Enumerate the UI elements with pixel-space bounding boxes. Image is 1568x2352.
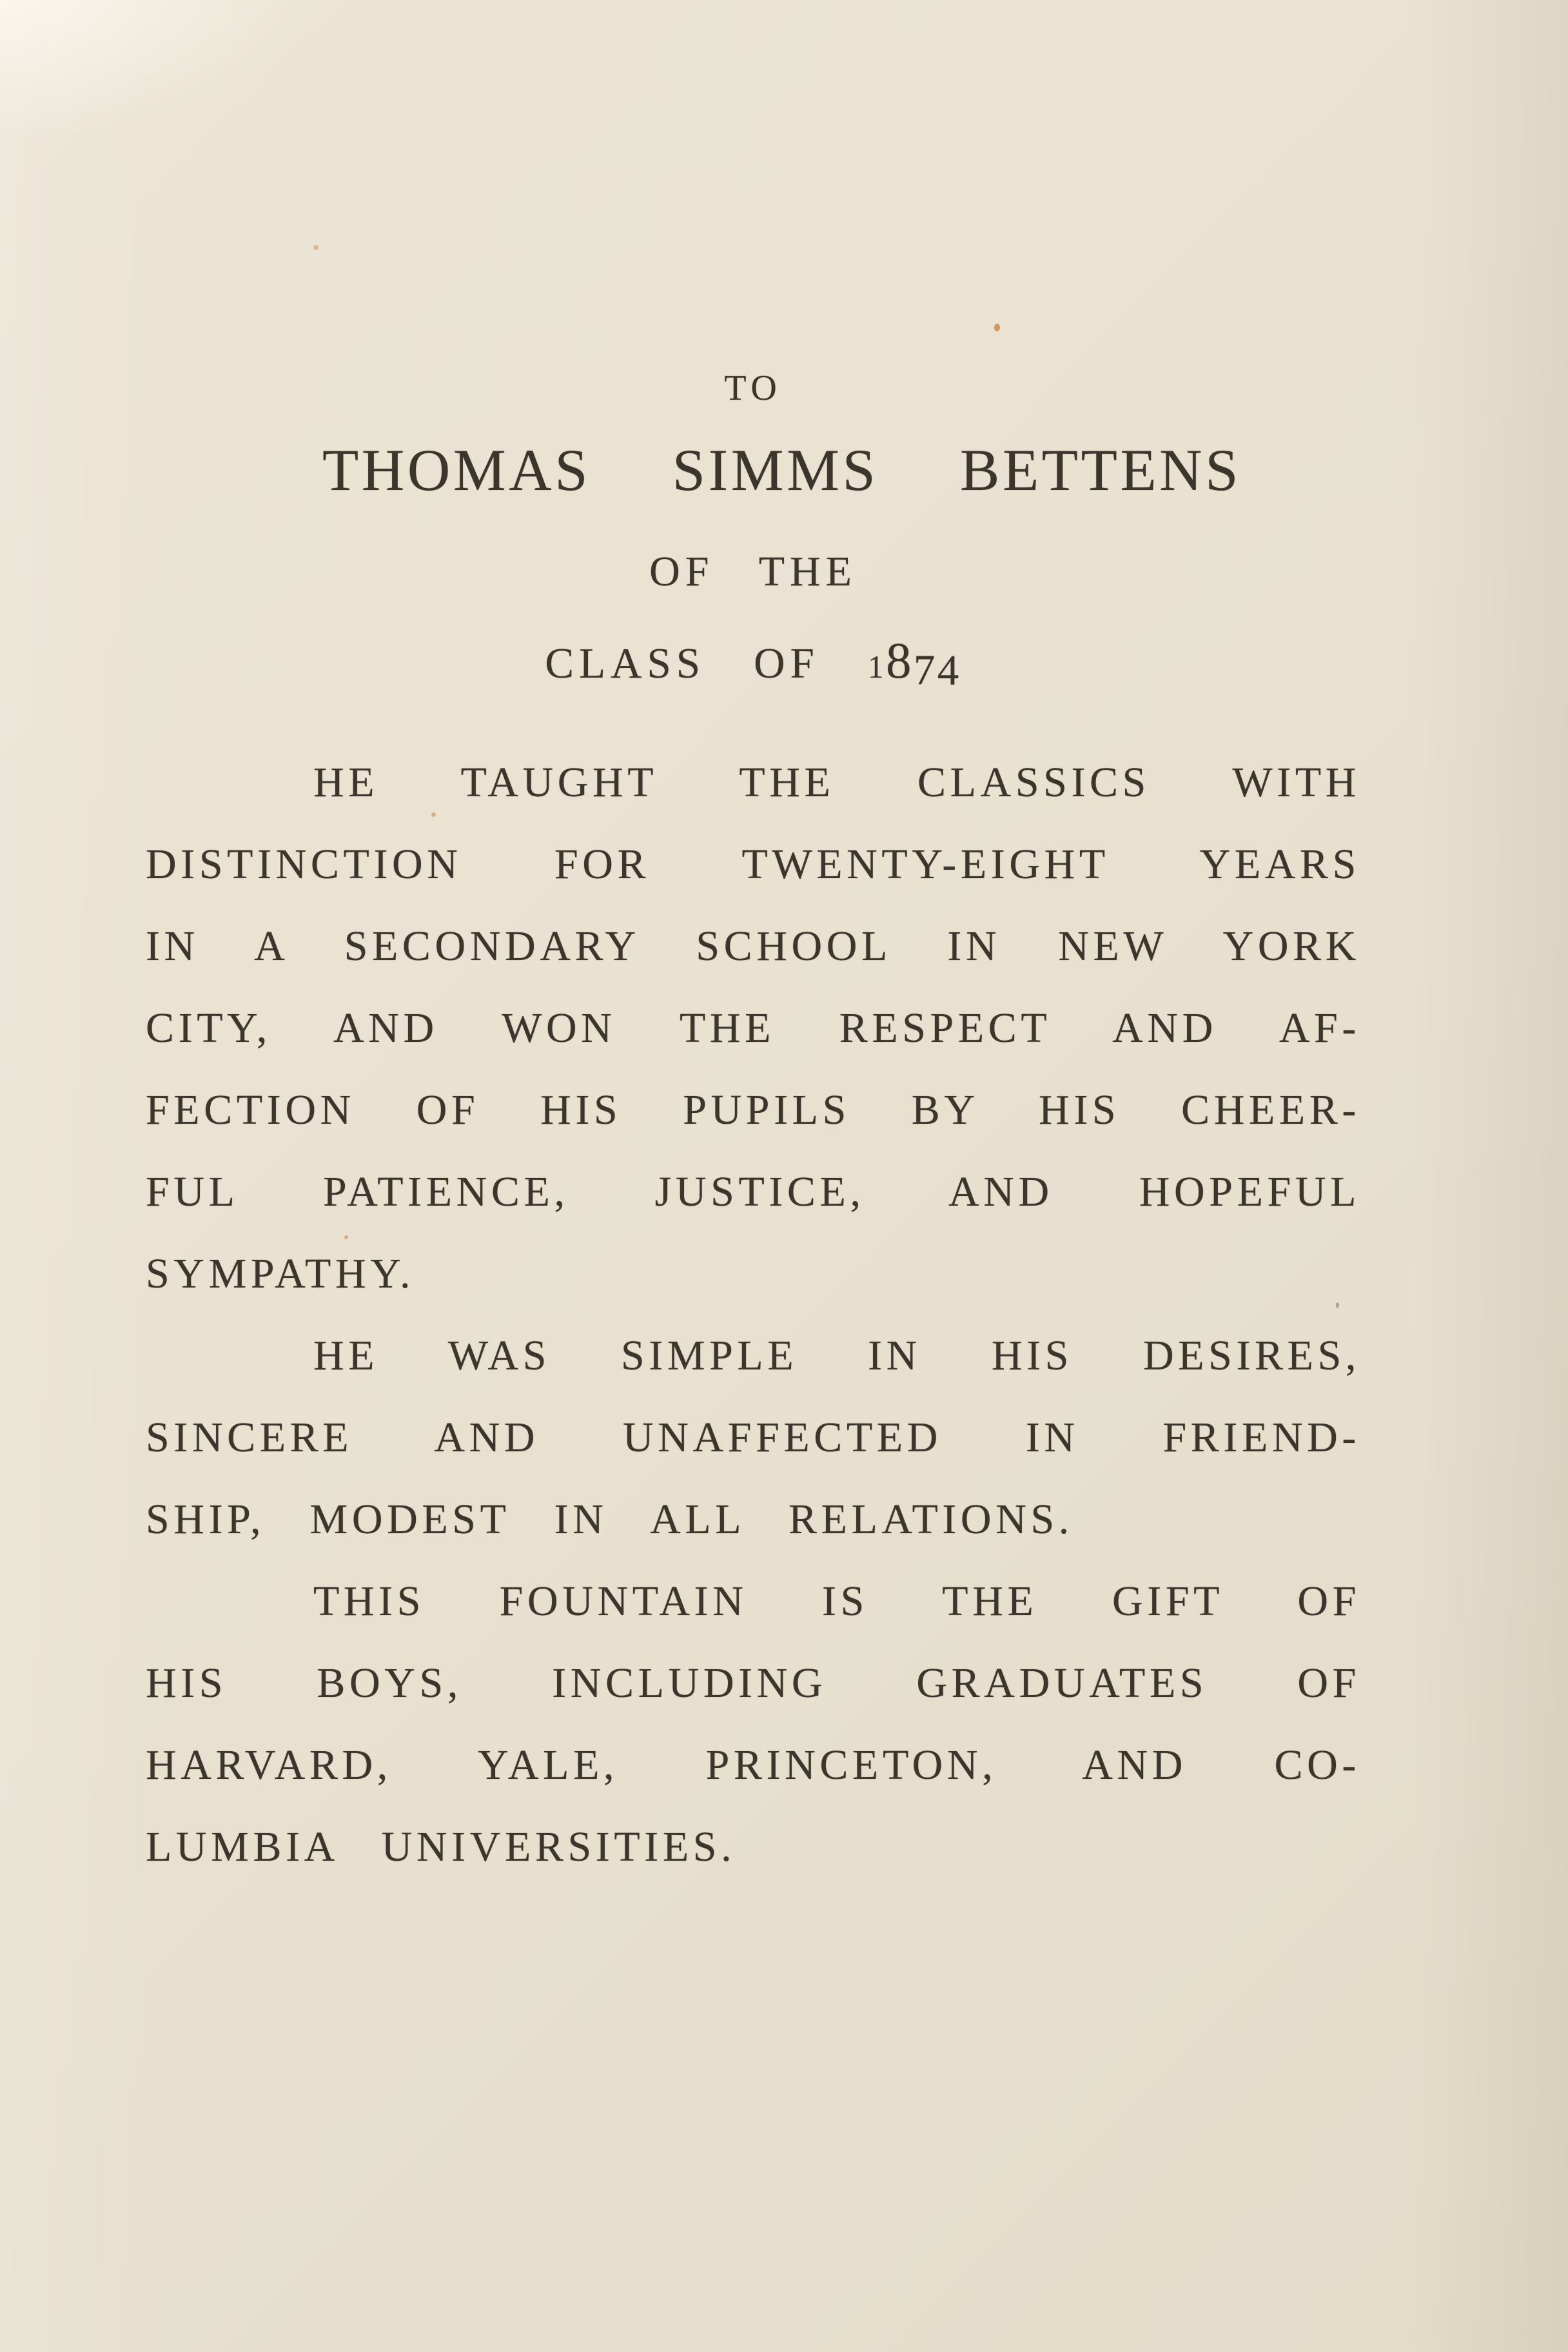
dedication-text-line: HIS BOYS, INCLUDING GRADUATES OF — [146, 1660, 1360, 1707]
dedication-to: TO — [724, 368, 782, 408]
dedication-of-the: OF THE — [649, 548, 857, 595]
dedication-text-line: HE TAUGHT THE CLASSICS WITH — [313, 759, 1360, 806]
year-digit: 1 — [867, 649, 887, 685]
dedication-body — [146, 741, 1360, 1888]
year-digit: 4 — [937, 646, 961, 694]
dedication-text-line: DISTINCTION FOR TWENTY-EIGHT YEARS — [146, 841, 1360, 888]
dedication-text-line: CITY, AND WON THE RESPECT AND AF- — [146, 1004, 1360, 1052]
paper-speck — [994, 324, 1000, 331]
dedication-text-line: SHIP, MODEST IN ALL RELATIONS. — [146, 1496, 1073, 1543]
dedication-name: THOMAS SIMMS BETTENS — [322, 437, 1241, 503]
dedication-text-line: IN A SECONDARY SCHOOL IN NEW YORK — [146, 923, 1360, 970]
year-digit: 8 — [886, 633, 914, 689]
class-of-label: CLASS OF — [545, 640, 819, 687]
dedication-text-line: FECTION OF HIS PUPILS BY HIS CHEER- — [146, 1086, 1360, 1133]
class-year — [867, 633, 961, 694]
dedication-text-line: LUMBIA UNIVERSITIES. — [146, 1823, 736, 1870]
paper-speck — [431, 812, 436, 817]
dedication-text-line: FUL PATIENCE, JUSTICE, AND HOPEFUL — [146, 1168, 1360, 1215]
dedication-text-line: HE WAS SIMPLE IN HIS DESIRES, — [313, 1332, 1360, 1379]
paper-speck — [313, 245, 318, 250]
dedication-class-line — [146, 632, 1360, 694]
paper-speck — [1336, 1302, 1339, 1308]
dedication-text-line: HARVARD, YALE, PRINCETON, AND CO- — [146, 1741, 1360, 1788]
dedication-text-line: SYMPATHY. — [146, 1250, 415, 1297]
paper-speck — [344, 1235, 348, 1239]
dedication-text-line: SINCERE AND UNAFFECTED IN FRIEND- — [146, 1414, 1360, 1461]
year-digit: 7 — [913, 646, 937, 694]
dedication-text-line: THIS FOUNTAIN IS THE GIFT OF — [313, 1578, 1360, 1625]
